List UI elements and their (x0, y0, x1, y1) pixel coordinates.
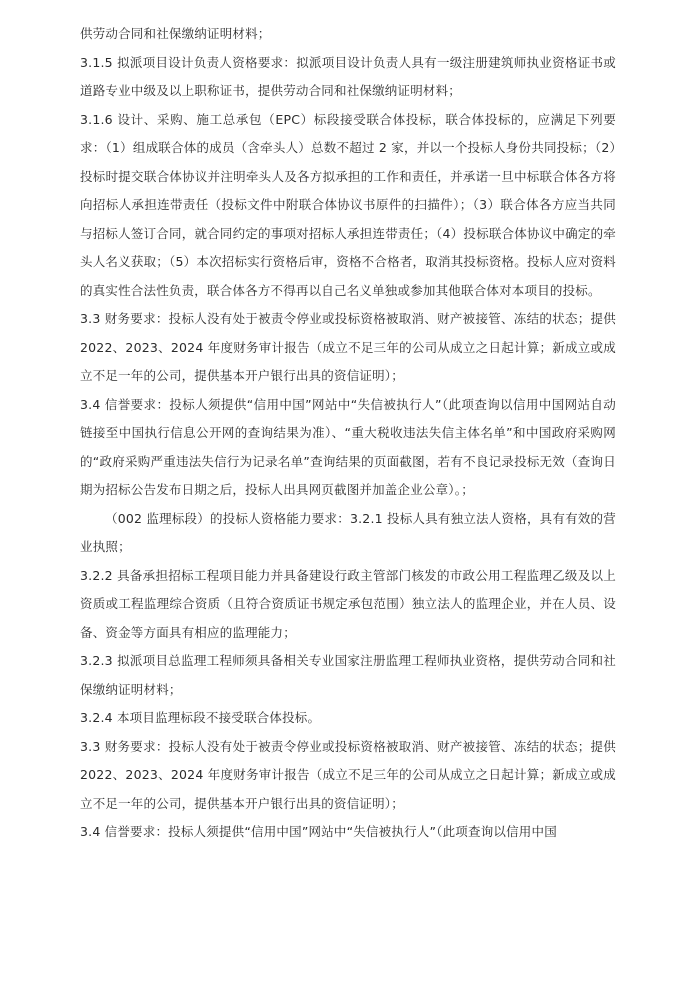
paragraph-3-2-4: 3.2.4 本项目监理标段不接受联合体投标。 (80, 710, 321, 725)
paragraph-3-1-5: 3.1.5 拟派项目设计负责人资格要求：拟派项目设计负责人具有一级注册建筑师执业资格证书或道路专业中级及以上职称证书，提供劳动合同和社保缴纳证明材料； (80, 54, 616, 98)
paragraph-3-2-2: 3.2.2 具备承担招标工程项目能力并具备建设行政主管部门核发的市政公用工程监理乙级及以上资质或工程监理综合资质（且符合资质证书规定承包范围）独立法人的监理企业，并在人员、设备、资金等方面具有相应的监理能力； (80, 567, 616, 640)
paragraph-3-2-3: 3.2.3 拟派项目总监理工程师须具备相关专业国家注册监理工程师执业资格，提供劳动合同和社保缴纳证明材料； (80, 653, 616, 697)
paragraph-3-1-6: 3.1.6 设计、采购、施工总承包（EPC）标段接受联合体投标，联合体投标的，应满足下列要求：（1）组成联合体的成员（含牵头人）总数不超过 2 家，并以一个投标人身份共同投标；（2）投标时提交联合体协议并注明牵头人及各方拟承担的工作和责任，并承诺一旦中标联合体各方将向招标人承担连带责任（投标文件中附联合体协议书原件的扫描件）；（3）联合体各方应当共同与招标人签订合同，就合同约定的事项对招标人承担连带责任；（4）投标联合体协议中确定的牵头人名义获取；（5）本次招标实行资格后审，资格不合格者，取消其投标资格。投标人应对资料的真实性合法性负责，联合体各方不得再以自己名义单独或参加其他联合体对本项目的投标。 (80, 111, 616, 298)
paragraph-3-4-credit-2: 3.4 信誉要求：投标人须提供“信用中国”网站中“失信被执行人”（此项查询以信用中国 (80, 824, 557, 839)
document-body (80, 20, 616, 847)
paragraph-continuation: 供劳动合同和社保缴纳证明材料； (80, 26, 271, 41)
paragraph-3-3-financial: 3.3 财务要求：投标人没有处于被责令停业或投标资格被取消、财产被接管、冻结的状态；提供 2022、2023、2024 年度财务审计报告（成立不足三年的公司从成立之日起计算；新成立或成立不足一年的公司，提供基本开户银行出具的资信证明）； (80, 311, 616, 383)
paragraph-3-4-credit: 3.4 信誉要求：投标人须提供“信用中国”网站中“失信被执行人”（此项查询以信用中国网站自动链接至中国执行信息公开网的查询结果为准）、“重大税收违法失信主体名单”和中国政府采购网的“政府采购严重违法失信行为记录名单”查询结果的页面截图，若有不良记录投标无效（查询日期为招标公告发布日期之后，投标人出具网页截图并加盖企业公章）。； (80, 396, 616, 497)
paragraph-002-supervision: （002 监理标段）的投标人资格能力要求：3.2.1 投标人具有独立法人资格，具有有效的营业执照； (80, 510, 616, 554)
paragraph-3-3-financial-2: 3.3 财务要求：投标人没有处于被责令停业或投标资格被取消、财产被接管、冻结的状态；提供 2022、2023、2024 年度财务审计报告（成立不足三年的公司从成立之日起计算；新成立或成立不足一年的公司，提供基本开户银行出具的资信证明）； (80, 738, 616, 811)
